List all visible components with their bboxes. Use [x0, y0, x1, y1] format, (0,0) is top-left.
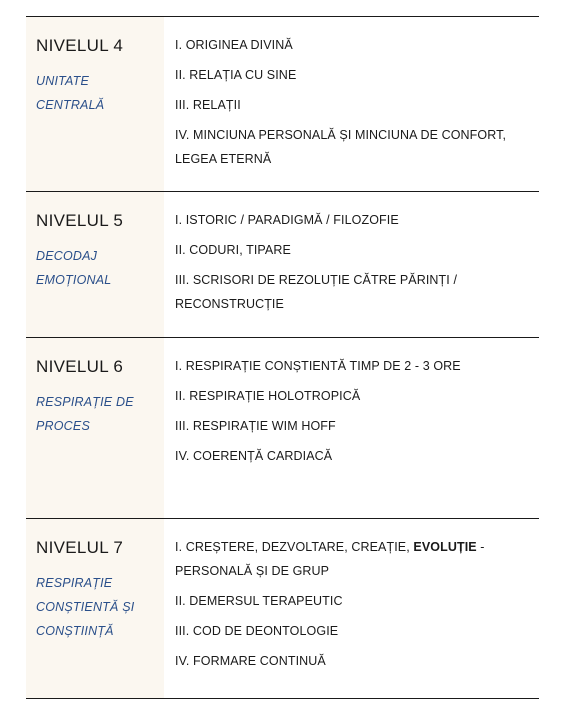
level-subtitle: RESPIRAȚIE CONȘTIENTĂ ȘI CONȘTIINȚĂ: [36, 576, 135, 638]
list-item: III. RESPIRAȚIE WIM HOFF: [175, 419, 336, 433]
list-item: III. SCRISORI DE REZOLUȚIE CĂTRE PĂRINȚI / RECONSTRUCȚIE: [175, 273, 458, 311]
list-item: II. CODURI, TIPARE: [175, 243, 291, 257]
level-subtitle: UNITATE CENTRALĂ: [36, 74, 105, 112]
level-row: [26, 338, 539, 519]
list-item: III. COD DE DEONTOLOGIE: [175, 624, 339, 638]
level-title: NIVELUL 4: [36, 36, 124, 55]
list-item: I. RESPIRAȚIE CONȘTIENTĂ TIMP DE 2 - 3 ORE: [175, 359, 461, 373]
level-title: NIVELUL 5: [36, 211, 124, 230]
list-item: I. ORIGINEA DIVINĂ: [175, 38, 293, 52]
level-header-cell: [26, 338, 164, 518]
level-header-cell: [26, 17, 164, 191]
level-title: NIVELUL 7: [36, 538, 124, 557]
level-subtitle: RESPIRAȚIE DE PROCES: [36, 395, 134, 433]
level-subtitle: DECODAJ EMOȚIONAL: [36, 249, 112, 287]
list-item: IV. FORMARE CONTINUĂ: [175, 654, 326, 668]
level-items-cell: [164, 519, 539, 698]
level-items-cell: [164, 192, 539, 337]
list-item: [175, 535, 529, 583]
list-item: II. RESPIRAȚIE HOLOTROPICĂ: [175, 389, 361, 403]
level-items-cell: [164, 338, 539, 518]
list-item-text: - PERSONALĂ ȘI DE GRUP: [175, 540, 485, 578]
list-item: IV. MINCIUNA PERSONALĂ ȘI MINCIUNA DE CONFORT, LEGEA ETERNĂ: [175, 128, 507, 166]
list-item: II. DEMERSUL TERAPEUTIC: [175, 594, 343, 608]
level-row: [26, 519, 539, 699]
level-items-cell: [164, 17, 539, 191]
list-item: IV. COERENȚĂ CARDIACĂ: [175, 449, 333, 463]
level-row: [26, 192, 539, 338]
list-item-text: I. CREȘTERE, DEZVOLTARE, CREAȚIE,: [175, 540, 414, 554]
list-item: I. ISTORIC / PARADIGMĂ / FILOZOFIE: [175, 213, 399, 227]
list-item-bold-text: EVOLUȚIE: [413, 540, 477, 554]
list-item: III. RELAȚII: [175, 98, 241, 112]
level-title: NIVELUL 6: [36, 357, 124, 376]
level-row: [26, 16, 539, 192]
level-header-cell: [26, 192, 164, 337]
levels-table: [26, 16, 539, 699]
list-item: II. RELAȚIA CU SINE: [175, 68, 297, 82]
level-header-cell: [26, 519, 164, 698]
